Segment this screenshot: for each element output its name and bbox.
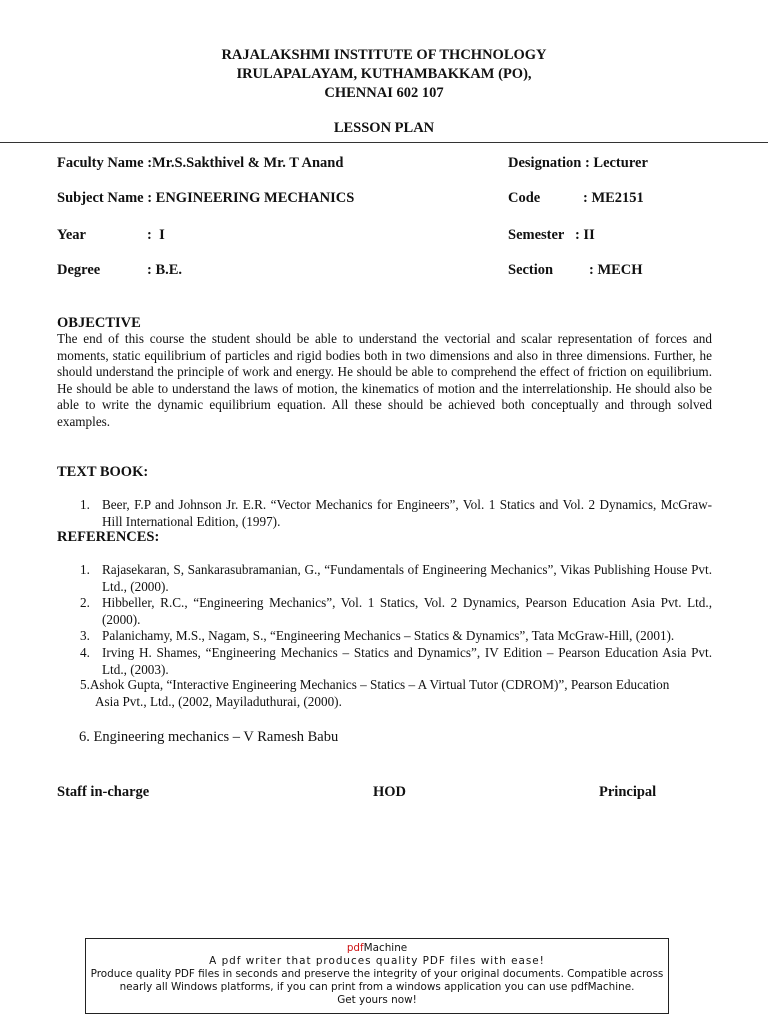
institute-address-line1: IRULAPALAYAM, KUTHAMBAKKAM (PO), — [236, 66, 532, 82]
subject-name: Subject Name : ENGINEERING MECHANICS — [57, 190, 355, 206]
pdfmachine-line1: Produce quality PDF files in seconds and preserve the integrity of your original documents. Compatible across — [90, 968, 664, 980]
pdfmachine-banner — [85, 938, 669, 1014]
principal-signature-label: Principal — [599, 784, 657, 800]
staff-signature-label: Staff in-charge — [57, 784, 150, 800]
textbook-item-number: 1. — [80, 497, 90, 512]
faculty-name: Faculty Name :Mr.S.Sakthivel & Mr. T Anand — [57, 155, 344, 171]
textbook-heading: TEXT BOOK: — [57, 464, 149, 480]
reference-text: Hibbeller, R.C., “Engineering Mechanics”, Vol. 1 Statics, Vol. 2 Dynamics, Pearson Education Asia Pvt. Ltd., (2000). — [102, 595, 712, 627]
reference-number: 1. — [80, 562, 90, 577]
textbook-item — [80, 497, 712, 530]
year-label: Year — [57, 227, 86, 243]
degree-value: : B.E. — [147, 262, 183, 278]
pdfmachine-logo-machine: Machine — [363, 942, 408, 954]
semester: Semester : II — [508, 227, 595, 243]
references-heading: REFERENCES: — [57, 529, 160, 545]
pdfmachine-line3: Get yours now! — [337, 994, 417, 1006]
textbook-item-text: Beer, F.P and Johnson Jr. E.R. “Vector Mechanics for Engineers”, Vol. 1 Statics and Vol. 2 Dynamics, McGraw-Hill International Edition, (1997). — [102, 497, 712, 529]
objective-text: The end of this course the student should be able to understand the vectorial and scalar representation of forces and moments, static equilibrium of particles and rigid bodies both in two dimensions and also in three dimensions. Further, he should understand the principle of work and energy. He should be able to comprehend the effect of friction on equilibrium. He should be able to understand the laws of motion, the kinematics of motion and the interrelationship. He should also be able to write the dynamic equilibrium equation. All these should be achieved both conceptually and through solved examples. — [57, 331, 712, 429]
code-label: Code — [508, 190, 541, 206]
reference-text: Irving H. Shames, “Engineering Mechanics – Statics and Dynamics”, IV Edition – Pearson Education Asia Pvt. Ltd., (2003). — [102, 645, 712, 677]
reference-item6: 6. Engineering mechanics – V Ramesh Babu — [79, 729, 339, 745]
section-label: Section — [508, 262, 554, 278]
reference-item — [80, 628, 712, 645]
objective-heading: OBJECTIVE — [57, 315, 141, 331]
institute-address-line2: CHENNAI 602 107 — [324, 85, 444, 101]
hod-signature-label: HOD — [373, 784, 407, 800]
reference-item5-line1: 5.Ashok Gupta, “Interactive Engineering Mechanics – Statics – A Virtual Tutor (CDROM)”, Pearson Education — [80, 677, 670, 692]
document-title: LESSON PLAN — [333, 120, 435, 136]
reference-item — [80, 562, 712, 595]
section-value: : MECH — [589, 262, 643, 278]
designation: Designation : Lecturer — [508, 155, 648, 171]
reference-item5-line2: Asia Pvt., Ltd., (2002, Mayiladuthurai, (2000). — [95, 694, 342, 709]
header-divider — [0, 142, 768, 143]
reference-number: 2. — [80, 595, 90, 610]
reference-number: 4. — [80, 645, 90, 660]
pdfmachine-tagline: A pdf writer that produces quality PDF files with ease! — [209, 955, 545, 967]
year-value: : I — [147, 227, 165, 243]
pdfmachine-line2: nearly all Windows platforms, if you can print from a windows application you can use pdfMachine. — [119, 981, 635, 993]
reference-item — [80, 595, 712, 628]
reference-text: Palanichamy, M.S., Nagam, S., “Engineering Mechanics – Statics & Dynamics”, Tata McGraw-Hill, (2001). — [102, 628, 675, 643]
reference-item — [80, 645, 712, 678]
reference-number: 3. — [80, 628, 90, 643]
pdfmachine-logo-pdf: pdf — [346, 942, 364, 954]
code-value: : ME2151 — [583, 190, 644, 206]
degree-label: Degree — [57, 262, 101, 278]
reference-text: Rajasekaran, S, Sankarasubramanian, G., “Fundamentals of Engineering Mechanics”, Vikas Publishing House Pvt. Ltd., (2000). — [102, 562, 712, 594]
institute-name: RAJALAKSHMI INSTITUTE OF THCHNOLOGY — [221, 47, 547, 63]
pdfmachine-logo — [86, 942, 668, 955]
